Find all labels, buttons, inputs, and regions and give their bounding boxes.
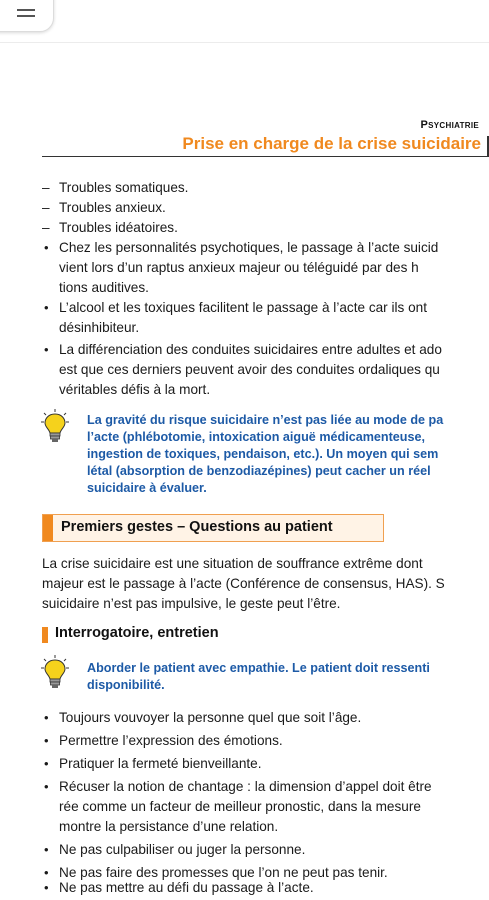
paragraph-line: suicidaire n’est pas impulsive, le geste peut l’être. <box>42 596 341 611</box>
tip-text: létal (absorption de benzodiazépines) peut cacher un réel <box>87 464 431 478</box>
list-item: Toujours vouvoyer la personne quel que soit l’âge. <box>59 710 362 725</box>
list-item-continuation: est que ces derniers peuvent avoir des conduites ordaliques qu <box>59 362 440 377</box>
tip-text: ingestion de toxiques, pendaison, etc.). Un moyen qui sem <box>87 447 439 461</box>
list-item-continuation: montre la persistance d’une relation. <box>59 819 279 834</box>
list-item-continuation: véritables défis à la mort. <box>59 382 211 397</box>
tip-text: suicidaire à évaluer. <box>87 481 207 495</box>
list-item-continuation: désinhibiteur. <box>59 320 140 335</box>
list-item: Troubles anxieux. <box>59 200 166 215</box>
tip-text: La gravité du risque suicidaire n’est pas liée au mode de pa <box>87 413 444 427</box>
list-item: Ne pas mettre au défi du passage à l’acte. <box>59 880 314 895</box>
title-rule <box>42 156 489 157</box>
bullet-marker: • <box>44 865 49 880</box>
list-item: La différenciation des conduites suicidaires entre adultes et ado <box>59 342 442 357</box>
lightbulb-icon <box>40 654 70 690</box>
document-page <box>0 42 489 900</box>
list-item-continuation: vient lors d’un raptus anxieux majeur ou téléguidé par des h <box>59 260 419 275</box>
tip-text: disponibilité. <box>87 678 165 692</box>
lightbulb-icon <box>40 408 70 444</box>
bullet-marker: • <box>44 880 49 895</box>
list-item-continuation: rée comme un facteur de meilleur pronostic, dans la mesure <box>59 799 421 814</box>
list-item: Ne pas culpabiliser ou juger la personne. <box>59 842 306 857</box>
menu-button[interactable] <box>0 0 54 32</box>
bullet-marker: • <box>44 240 49 255</box>
bullet-marker: • <box>44 300 49 315</box>
list-item: Troubles idéatoires. <box>59 220 178 235</box>
dash-marker: – <box>42 200 50 215</box>
dash-marker: – <box>42 220 50 235</box>
paragraph-line: majeur est le passage à l’acte (Conférence de consensus, HAS). S <box>42 576 445 591</box>
tip-text: l’acte (phlébotomie, intoxication aiguë médicamenteuse, <box>87 430 426 444</box>
section-heading: Premiers gestes – Questions au patient <box>61 519 333 535</box>
list-item: Permettre l’expression des émotions. <box>59 733 283 748</box>
chapter-title: Prise en charge de la crise suicidaire <box>182 134 481 153</box>
top-bar <box>0 0 489 43</box>
list-item: Chez les personnalités psychotiques, le passage à l’acte suicid <box>59 240 439 255</box>
list-item: Pratiquer la fermeté bienveillante. <box>59 756 262 771</box>
list-item: Récuser la notion de chantage : la dimension d’appel doit être <box>59 779 432 794</box>
bullet-marker: • <box>44 733 49 748</box>
tip-text: Aborder le patient avec empathie. Le patient doit ressenti <box>87 661 430 675</box>
hamburger-menu-icon <box>17 9 35 11</box>
subheading: Interrogatoire, entretien <box>55 625 219 641</box>
bullet-marker: • <box>44 342 49 357</box>
list-item: Troubles somatiques. <box>59 180 189 195</box>
section-heading-box <box>42 514 384 542</box>
bullet-marker: • <box>44 779 49 794</box>
dash-marker: – <box>42 180 50 195</box>
subheading-accent <box>42 627 48 643</box>
list-item: Ne pas faire des promesses que l’on ne peut pas tenir. <box>59 865 388 880</box>
list-item-continuation: tions auditives. <box>59 280 149 295</box>
bullet-marker: • <box>44 710 49 725</box>
hamburger-menu-icon-bar <box>17 15 35 17</box>
list-item: L’alcool et les toxiques facilitent le passage à l’acte car ils ont <box>59 300 427 315</box>
bullet-marker: • <box>44 842 49 857</box>
bullet-marker: • <box>44 756 49 771</box>
section-heading-accent <box>43 515 53 541</box>
paragraph-line: La crise suicidaire est une situation de souffrance extrême dont <box>42 556 423 571</box>
section-label: Psychiatrie <box>420 119 479 131</box>
